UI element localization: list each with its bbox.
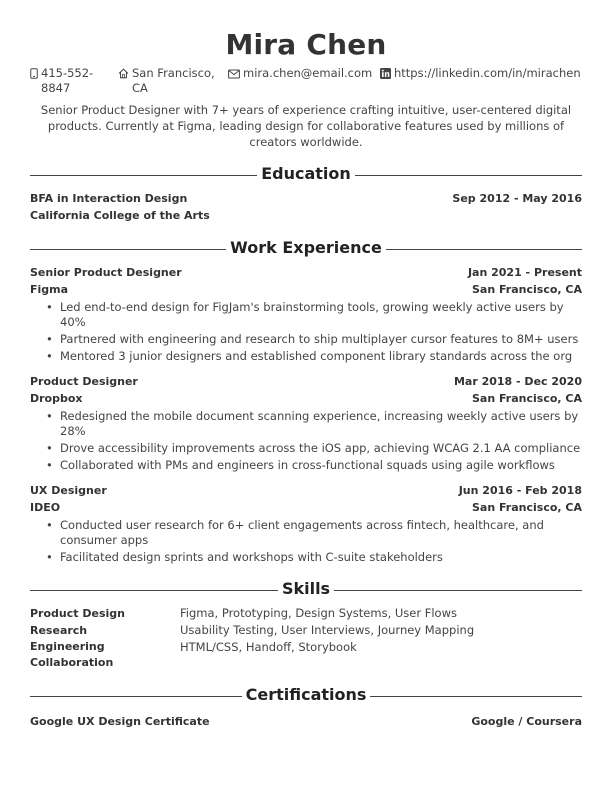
company: Dropbox bbox=[30, 392, 83, 405]
job-title: UX Designer bbox=[30, 484, 107, 497]
education-dates: Sep 2012 - May 2016 bbox=[452, 192, 582, 205]
contact-phone bbox=[30, 66, 110, 96]
skills-list bbox=[30, 605, 582, 671]
phone-icon bbox=[30, 68, 38, 82]
job-bullets bbox=[44, 409, 582, 473]
linkedin-icon bbox=[380, 68, 391, 82]
job-location: San Francisco, CA bbox=[471, 392, 582, 405]
section-title: Education bbox=[261, 163, 351, 183]
company: Figma bbox=[30, 283, 69, 296]
skill-row bbox=[30, 622, 582, 639]
section-title: Work Experience bbox=[230, 237, 382, 257]
skill-items: Figma, Prototyping, Design Systems, User Flows bbox=[180, 606, 457, 620]
contact-email bbox=[228, 66, 372, 82]
list-item: • Collaborated with PMs and engineers in cross-functional squads using agile workflows bbox=[44, 458, 582, 473]
section-title: Skills bbox=[281, 578, 331, 598]
skill-category: Product Design bbox=[30, 607, 125, 620]
email-link[interactable]: mira.chen@email.com bbox=[243, 66, 373, 80]
list-item: • Drove accessibility improvements across the iOS app, achieving WCAG 2.1 AA compliance bbox=[44, 441, 582, 456]
company: IDEO bbox=[30, 501, 61, 514]
contact-bar bbox=[30, 66, 582, 96]
divider bbox=[30, 590, 278, 591]
certification-name: Google UX Design Certificate bbox=[30, 715, 210, 728]
contact-location bbox=[118, 66, 218, 96]
job-bullets bbox=[44, 518, 582, 565]
job-bullets bbox=[44, 300, 582, 364]
list-item: • Led end-to-end design for FigJam's brainstorming tools, growing weekly active users by 40% bbox=[44, 300, 582, 330]
education-entry bbox=[30, 190, 582, 224]
divider bbox=[30, 175, 257, 176]
job-location: San Francisco, CA bbox=[471, 283, 582, 296]
resume-page bbox=[30, 28, 582, 730]
home-icon bbox=[118, 68, 129, 82]
location-text: San Francisco, CA bbox=[132, 66, 215, 95]
skill-row bbox=[30, 605, 582, 622]
linkedin-link[interactable]: https://linkedin.com/in/mirachen bbox=[394, 66, 581, 80]
job-location: San Francisco, CA bbox=[471, 501, 582, 514]
job-entry bbox=[30, 373, 582, 473]
certification-issuer: Google / Coursera bbox=[471, 715, 582, 728]
job-entry bbox=[30, 264, 582, 364]
degree: BFA in Interaction Design bbox=[30, 192, 188, 205]
school: California College of the Arts bbox=[30, 209, 210, 222]
education-heading bbox=[30, 162, 582, 184]
skills-heading bbox=[30, 577, 582, 599]
job-entry bbox=[30, 482, 582, 565]
professional-summary: Senior Product Designer with 7+ years of experience crafting intuitive, user-centered digital products. Currently at Figma, leading design for collaborative features used by millions of creators worldwide. bbox=[40, 103, 572, 149]
divider bbox=[30, 696, 242, 697]
job-dates: Jun 2016 - Feb 2018 bbox=[458, 484, 582, 497]
skill-items: HTML/CSS, Handoff, Storybook bbox=[180, 640, 357, 654]
certifications-heading bbox=[30, 683, 582, 705]
skill-row bbox=[30, 639, 582, 671]
section-title: Certifications bbox=[245, 684, 367, 704]
skill-items: Usability Testing, User Interviews, Journey Mapping bbox=[180, 623, 475, 637]
list-item: • Redesigned the mobile document scanning experience, increasing weekly active users by 28% bbox=[44, 409, 582, 439]
list-item: • Facilitated design sprints and workshops with C-suite stakeholders bbox=[44, 550, 582, 565]
contact-linkedin bbox=[380, 66, 581, 82]
mail-icon bbox=[228, 68, 240, 82]
divider bbox=[386, 249, 582, 250]
skill-category: Engineering Collaboration bbox=[30, 640, 114, 669]
job-title: Product Designer bbox=[30, 375, 138, 388]
divider bbox=[355, 175, 582, 176]
certification-entry bbox=[30, 713, 582, 730]
work-heading bbox=[30, 236, 582, 258]
list-item: • Conducted user research for 6+ client engagements across fintech, healthcare, and consumer apps bbox=[44, 518, 582, 548]
job-dates: Jan 2021 - Present bbox=[467, 266, 582, 279]
divider bbox=[334, 590, 582, 591]
candidate-name: Mira Chen bbox=[225, 28, 387, 61]
divider bbox=[30, 249, 226, 250]
divider bbox=[370, 696, 582, 697]
job-title: Senior Product Designer bbox=[30, 266, 182, 279]
phone-text[interactable]: 415-552-8847 bbox=[41, 66, 94, 95]
list-item: • Partnered with engineering and research to ship multiplayer cursor features to 8M+ users bbox=[44, 332, 582, 347]
list-item: • Mentored 3 junior designers and established component library standards across the org bbox=[44, 349, 582, 364]
skill-category: Research bbox=[30, 624, 88, 637]
job-dates: Mar 2018 - Dec 2020 bbox=[453, 375, 582, 388]
